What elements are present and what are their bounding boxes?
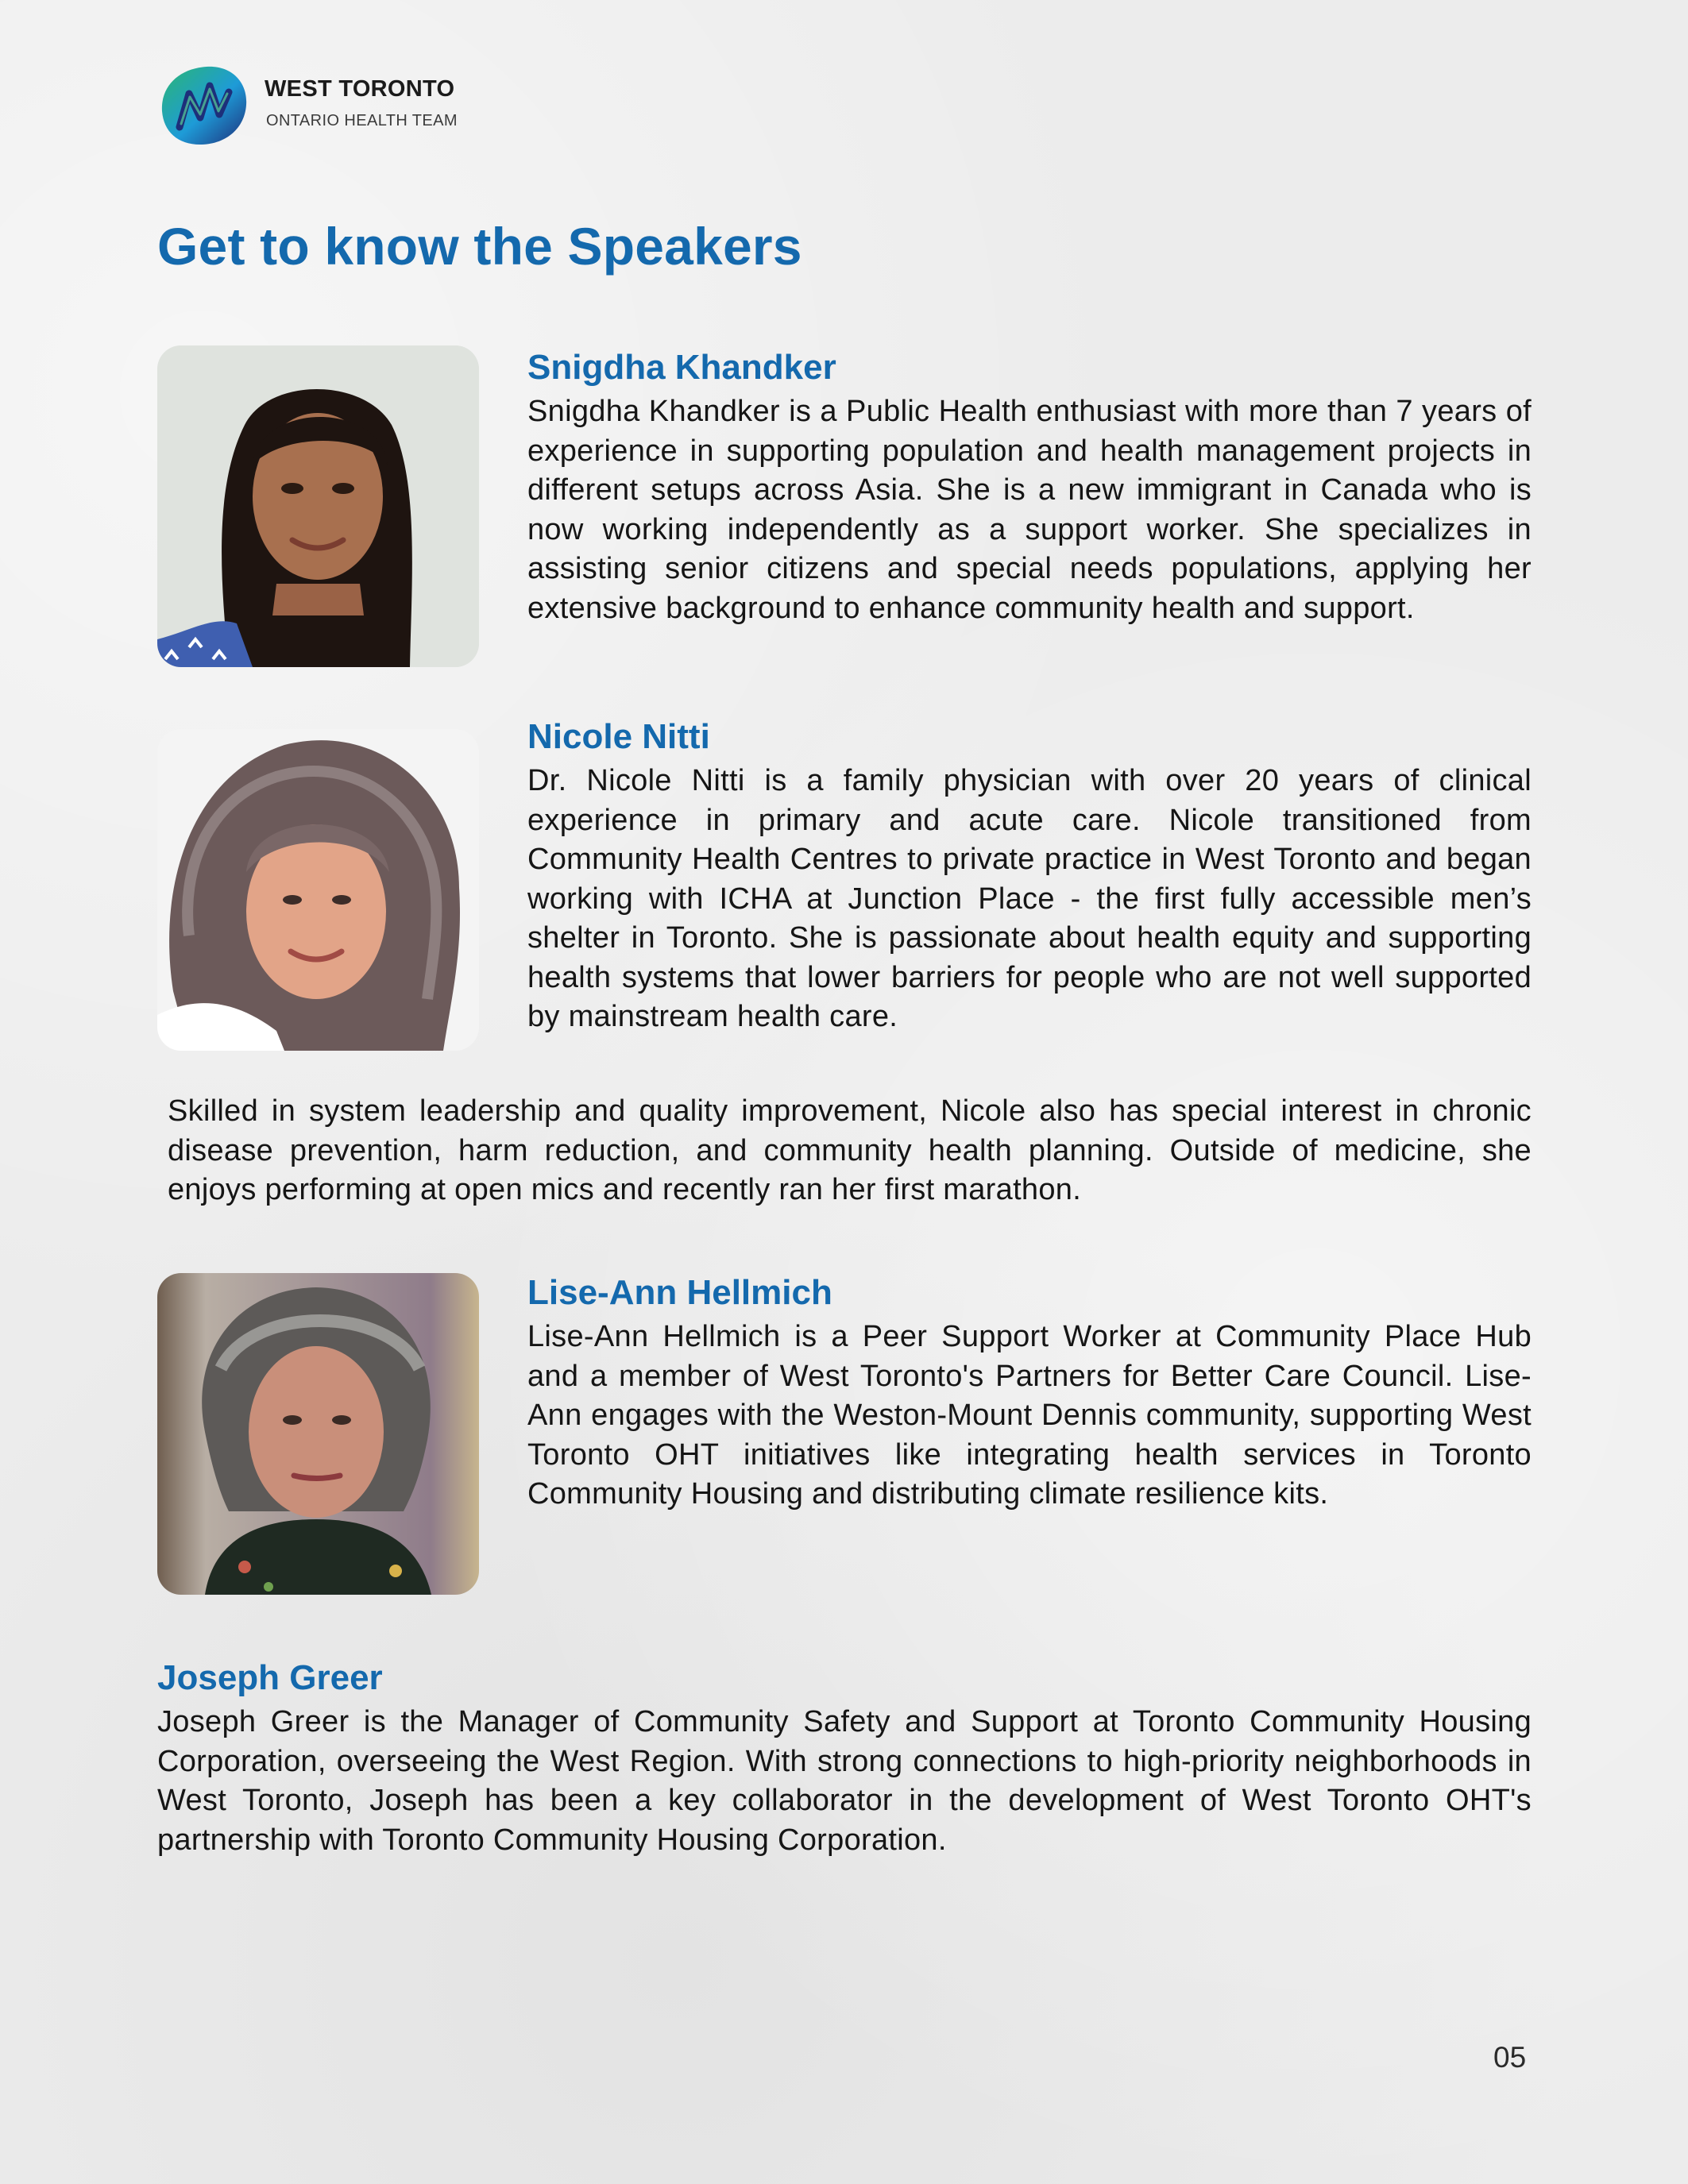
speaker-photo-nicole — [157, 729, 479, 1051]
speaker-bio: Dr. Nicole Nitti is a family physician with over 20 years of clinical experience in primary and acute care. Nicole transitioned from Community Health Centres to private practice in West Toronto and began working with ICHA at Junction Place - the first fully accessible men’s shelter in Toronto. She is passionate about health equity and supporting health systems that lower barriers for people who are not well supported by mainstream health care. — [527, 764, 1532, 1033]
page-title: Get to know the Speakers — [157, 217, 802, 276]
speaker-bio: Snigdha Khandker is a Public Health enthusiast with more than 7 years of experience in supporting population and health management projects in different setups across Asia. She is a new immigrant in Canada who is now working independently as a support worker. She specializes in assisting senior citizens and special needs populations, applying her extensive background to enhance community health and support. — [527, 395, 1532, 625]
org-subtitle: ONTARIO HEALTH TEAM — [266, 112, 458, 129]
speaker-photo-snigdha — [157, 345, 479, 667]
org-name: WEST TORONTO — [265, 76, 455, 102]
page-number: 05 — [1493, 2041, 1527, 2074]
speaker-name: Nicole Nitti — [527, 717, 710, 756]
speaker-name: Snigdha Khandker — [527, 348, 836, 387]
speaker-name: Lise-Ann Hellmich — [527, 1273, 832, 1312]
speaker-photo-lise-ann — [157, 1273, 479, 1595]
speaker-bio: Lise-Ann Hellmich is a Peer Support Worker at Community Place Hub and a member of West Toronto's Partners for Better Care Council. Lise-Ann engages with the Weston-Mount Dennis community, supporting West Toronto OHT initiatives like integrating health services in Toronto Community Housing and distributing climate resilience kits. — [527, 1320, 1532, 1511]
speaker-bio: Joseph Greer is the Manager of Community Safety and Support at Toronto Community Housing Corporation, overseeing the West Region. With strong connections to high-priority neighborhoods in West Toronto, Joseph has been a key collaborator in the development of West Toronto OHT's partnership with Toronto Community Housing Corporation. — [157, 1705, 1532, 1857]
west-toronto-logo — [157, 62, 249, 148]
speaker-bio-continued: Skilled in system leadership and quality improvement, Nicole also has special interest in chronic disease prevention, harm reduction, and community health planning. Outside of medicine, she enjoys performing at open mics and recently ran her first marathon. — [168, 1094, 1532, 1206]
speaker-name: Joseph Greer — [157, 1658, 383, 1697]
